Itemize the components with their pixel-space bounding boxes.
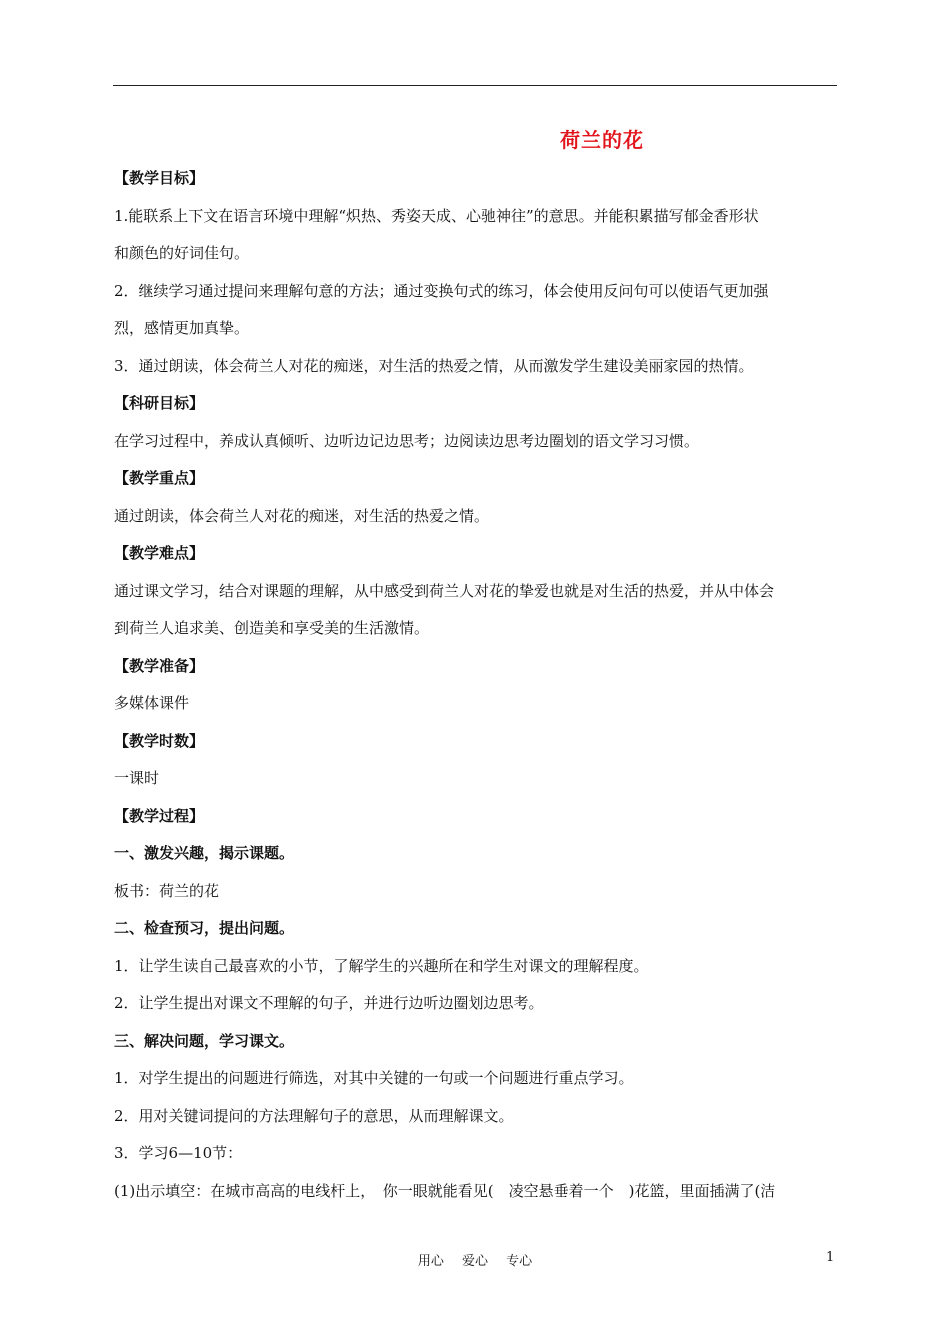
body-line: 到荷兰人追求美、创造美和享受美的生活激情。: [114, 619, 430, 637]
section-heading: 【教学重点】: [114, 469, 205, 487]
body-line: 和颜色的好词佳句。: [114, 244, 250, 262]
footer-motto: 用心 爱心 专心: [417, 1254, 533, 1269]
section-heading: 【教学过程】: [114, 806, 205, 825]
body-line: 1．对学生提出的问题进行筛选，对其中关键的一句或一个问题进行重点学习。: [114, 1069, 634, 1087]
document-title: 荷兰的花: [560, 128, 644, 152]
section-heading: 二、检查预习，提出问题。: [114, 919, 295, 937]
section-heading: 【科研目标】: [114, 394, 205, 412]
body-line: 多媒体课件: [114, 694, 190, 712]
body-line: 2．继续学习通过提问来理解句意的方法；通过变换句式的练习，体会使用反问句可以使语气更加强: [114, 281, 769, 300]
body-line: 1.能联系上下文在语言环境中理解“炽热、秀姿天成、心驰神往”的意思。并能积累描写郁金香形状: [114, 206, 759, 225]
header-rule: [113, 85, 837, 86]
body-line: 2．让学生提出对课文不理解的句子，并进行边听边圈划边思考。: [114, 994, 544, 1012]
body-line: 在学习过程中，养成认真倾听、边听边记边思考；边阅读边思考边圈划的语文学习习惯。: [114, 431, 700, 450]
body-line: 板书：荷兰的花: [114, 881, 220, 900]
section-heading: 【教学目标】: [114, 169, 205, 187]
section-heading: 【教学准备】: [114, 656, 205, 675]
body-line: 通过朗读，体会荷兰人对花的痴迷，对生活的热爱之情。: [114, 506, 490, 525]
section-heading: 【教学时数】: [114, 731, 205, 750]
section-heading: 【教学难点】: [114, 544, 205, 562]
body-line: 通过课文学习，结合对课题的理解，从中感受到荷兰人对花的挚爱也就是对生活的热爱，并从中体会: [114, 581, 775, 600]
body-line: 一课时: [114, 769, 160, 787]
document-body: [114, 160, 838, 1210]
body-line: 2．用对关键词提问的方法理解句子的意思，从而理解课文。: [114, 1106, 514, 1125]
section-heading: 三、解决问题，学习课文。: [114, 1031, 295, 1050]
body-line: (1)出示填空：在城市高高的电线杆上， 你一眼就能看见( 凌空悬垂着一个 )花篮，里面插满了(洁: [114, 1181, 776, 1200]
body-line: 1．让学生读自己最喜欢的小节，了解学生的兴趣所在和学生对课文的理解程度。: [114, 956, 649, 975]
page-number: 1: [826, 1250, 835, 1265]
body-line: 3．通过朗读，体会荷兰人对花的痴迷，对生活的热爱之情，从而激发学生建设美丽家园的热情。: [114, 356, 754, 375]
section-heading: 一、激发兴趣，揭示课题。: [114, 844, 295, 862]
body-line: 3．学习6—10节：: [114, 1144, 243, 1162]
body-line: 烈，感情更加真挚。: [114, 319, 250, 337]
